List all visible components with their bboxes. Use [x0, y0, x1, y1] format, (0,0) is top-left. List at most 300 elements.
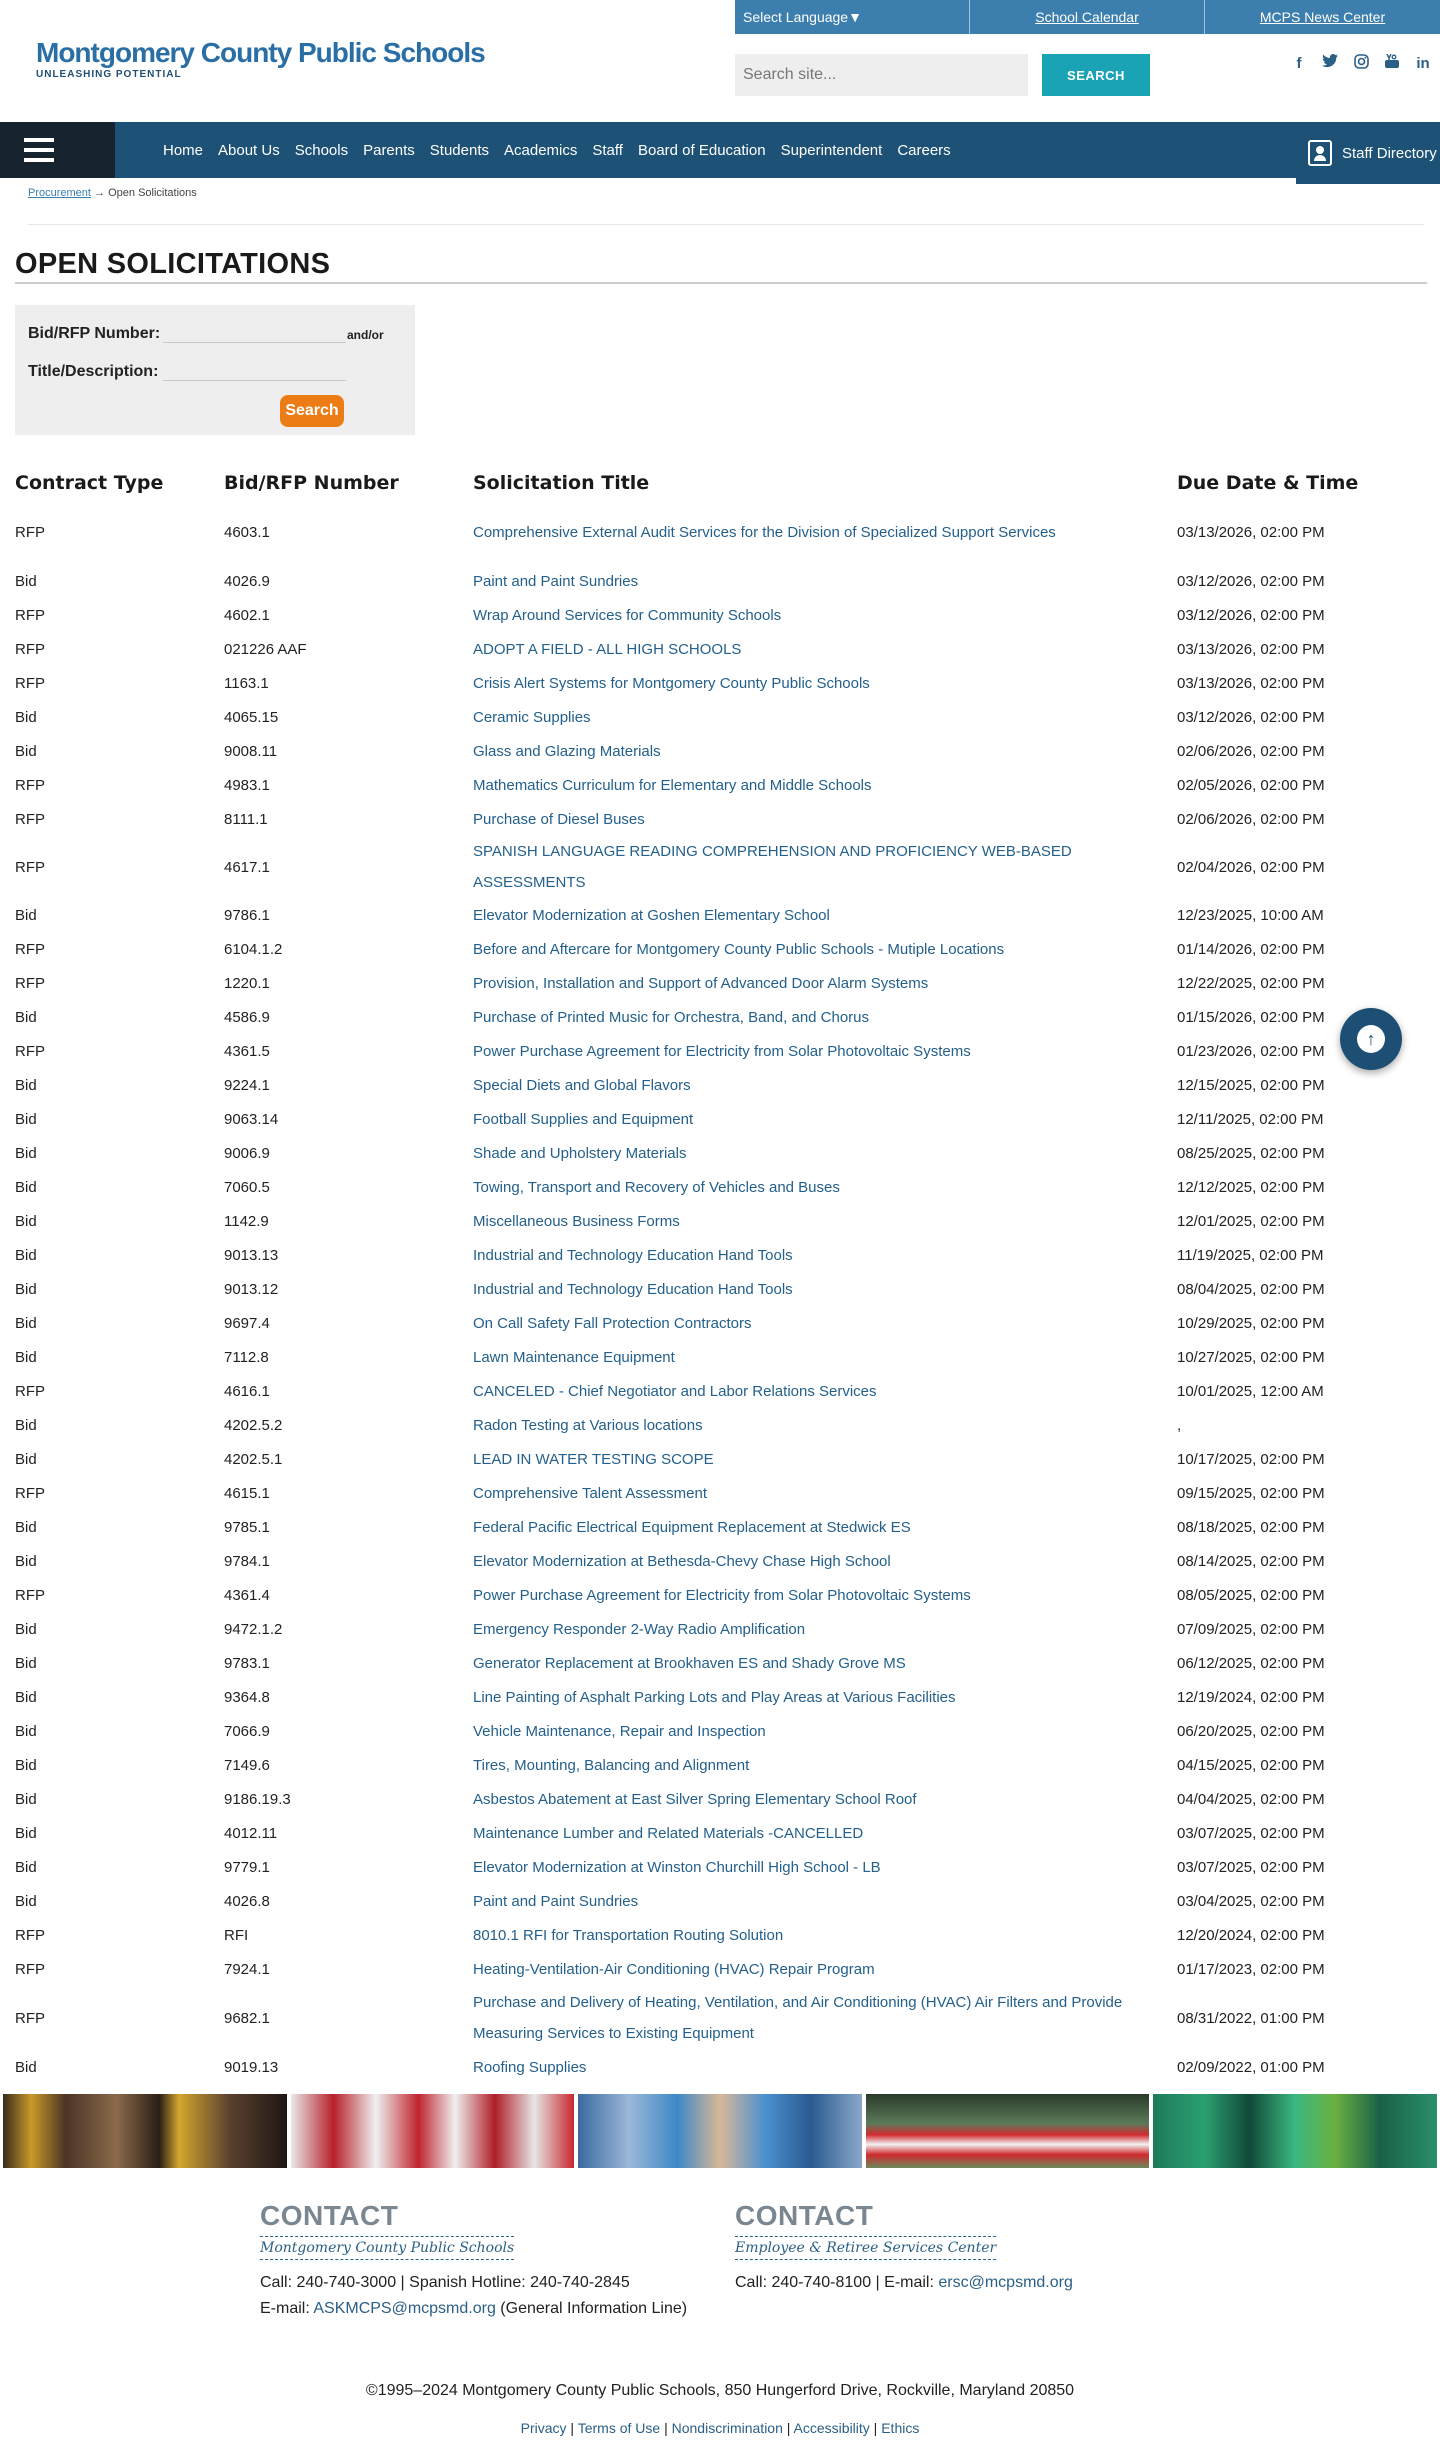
contract-type-cell: Bid — [15, 1756, 37, 1774]
andor-label: and/or — [347, 328, 384, 342]
youtube-icon[interactable] — [1383, 54, 1401, 74]
bid-number-label: Bid/RFP Number: — [28, 325, 161, 342]
utility-bar — [735, 0, 1440, 34]
bid-number-cell: 9682.1 — [224, 2009, 270, 2027]
due-date-cell: 03/04/2025, 02:00 PM — [1177, 1892, 1325, 1910]
due-date-cell: 03/13/2026, 02:00 PM — [1177, 674, 1325, 692]
bid-number-cell: 9186.19.3 — [224, 1790, 291, 1808]
contract-type-cell: RFP — [15, 606, 45, 624]
bid-number-cell: 4026.9 — [224, 572, 270, 590]
solicitation-title-link[interactable]: Comprehensive External Audit Services for the Division of Specialized Support Services — [473, 523, 1056, 541]
site-header — [0, 0, 1440, 122]
contract-type-cell: Bid — [15, 1790, 37, 1808]
contract-type-cell: RFP — [15, 858, 45, 876]
table-row — [15, 1000, 1427, 1034]
table-row — [15, 1782, 1427, 1816]
table-row — [15, 1918, 1427, 1952]
table-row — [15, 1714, 1427, 1748]
solicitation-title-link[interactable]: Purchase of Printed Music for Orchestra, Band, and Chorus — [473, 1008, 870, 1026]
due-date-cell: 04/04/2025, 02:00 PM — [1177, 1790, 1325, 1808]
bid-number-cell: 7066.9 — [224, 1722, 270, 1740]
contract-type-cell: RFP — [15, 974, 45, 992]
bid-number-input[interactable] — [163, 317, 346, 343]
bid-number-cell: 1220.1 — [224, 974, 270, 992]
due-date-cell: 03/13/2026, 02:00 PM — [1177, 640, 1325, 658]
copyright: ©1995–2024 Montgomery County Public Schools, 850 Hungerford Drive, Rockville, Maryland 20850 — [365, 2382, 1075, 2399]
solicitations-table — [15, 466, 1427, 2084]
solicitation-title-link[interactable]: Elevator Modernization at Bethesda-Chevy Chase High School — [473, 1552, 891, 1570]
school-calendar-link[interactable]: School Calendar — [970, 0, 1205, 34]
table-row — [15, 932, 1427, 966]
due-date-cell: 02/05/2026, 02:00 PM — [1177, 776, 1325, 794]
contract-type-cell: Bid — [15, 906, 37, 924]
arrow-up-icon: ↑ — [1357, 1025, 1385, 1053]
due-date-cell: 01/14/2026, 02:00 PM — [1177, 940, 1325, 958]
breadcrumb-current: Open Solicitations — [108, 187, 197, 199]
nav-links — [163, 122, 966, 178]
table-row — [15, 1374, 1427, 1408]
solicitation-title-link[interactable]: Ceramic Supplies — [473, 708, 591, 726]
due-date-cell: 08/18/2025, 02:00 PM — [1177, 1518, 1325, 1536]
solicitation-title-link[interactable]: Football Supplies and Equipment — [473, 1110, 694, 1128]
staff-directory-icon — [1308, 140, 1332, 166]
table-row — [15, 1340, 1427, 1374]
photo-strip — [3, 2094, 1437, 2168]
due-date-cell: 10/01/2025, 12:00 AM — [1177, 1382, 1324, 1400]
filter-search-button[interactable]: Search — [280, 395, 344, 427]
contract-type-cell: Bid — [15, 1654, 37, 1672]
header-bid-number: Bid/RFP Number — [224, 472, 399, 494]
due-date-cell: 01/15/2026, 02:00 PM — [1177, 1008, 1325, 1026]
logo-tagline: UNLEASHING POTENTIAL — [36, 69, 182, 80]
twitter-icon[interactable] — [1321, 54, 1339, 74]
email-suffix: (General Information Line) — [495, 2300, 688, 2317]
table-row — [15, 1170, 1427, 1204]
due-date-cell: 03/07/2025, 02:00 PM — [1177, 1858, 1325, 1876]
footer-link-separator: | — [869, 2420, 882, 2436]
contract-type-cell: Bid — [15, 1722, 37, 1740]
contract-type-cell: Bid — [15, 1280, 37, 1298]
table-row — [15, 1986, 1427, 2050]
due-date-cell: 02/04/2026, 02:00 PM — [1177, 858, 1325, 876]
bid-number-cell: 9783.1 — [224, 1654, 270, 1672]
solicitation-title-link[interactable]: Generator Replacement at Brookhaven ES and Shady Grove MS — [473, 1654, 906, 1672]
contract-type-cell: RFP — [15, 776, 45, 794]
due-date-cell: 12/19/2024, 02:00 PM — [1177, 1688, 1325, 1706]
nav-link-home[interactable]: Home — [163, 141, 204, 159]
bid-number-cell: 9013.13 — [224, 1246, 279, 1264]
bid-number-cell: 4616.1 — [224, 1382, 270, 1400]
footer-link-separator: | — [660, 2420, 672, 2436]
due-date-cell: 03/12/2026, 02:00 PM — [1177, 572, 1325, 590]
due-date-cell: 03/12/2026, 02:00 PM — [1177, 606, 1325, 624]
table-body — [15, 500, 1427, 2084]
solicitation-title-link[interactable]: Glass and Glazing Materials — [473, 742, 661, 760]
footer-link-accessibility[interactable]: Accessibility — [793, 2420, 870, 2436]
menu-toggle[interactable] — [0, 122, 115, 178]
solicitation-title-link[interactable]: Towing, Transport and Recovery of Vehicles and Buses — [473, 1178, 840, 1196]
bid-number-cell: 4617.1 — [224, 858, 270, 876]
footer-link-ethics[interactable]: Ethics — [881, 2420, 920, 2436]
table-row — [15, 1238, 1427, 1272]
breadcrumb-divider — [28, 224, 1424, 225]
bid-number-cell: 9063.14 — [224, 1110, 279, 1128]
staff-directory-label: Staff Directory — [1342, 144, 1437, 162]
contact-subtitle: Montgomery County Public Schools — [260, 2236, 514, 2260]
due-date-cell: 12/11/2025, 02:00 PM — [1177, 1110, 1324, 1128]
table-row — [15, 802, 1427, 836]
due-date-cell: 06/20/2025, 02:00 PM — [1177, 1722, 1325, 1740]
contract-type-cell: Bid — [15, 1892, 37, 1910]
contract-type-cell: Bid — [15, 1144, 37, 1162]
title-description-label: Title/Description: — [28, 363, 159, 380]
solicitation-title-link[interactable]: Power Purchase Agreement for Electricity from Solar Photovoltaic Systems — [473, 1042, 971, 1060]
due-date-cell: 09/15/2025, 02:00 PM — [1177, 1484, 1325, 1502]
solicitation-title-link[interactable]: Wrap Around Services for Community Schools — [473, 606, 782, 624]
due-date-cell: 04/15/2025, 02:00 PM — [1177, 1756, 1325, 1774]
bid-number-cell: 4012.11 — [224, 1824, 278, 1842]
table-row — [15, 1476, 1427, 1510]
students-photo — [3, 2094, 287, 2168]
bid-number-cell: 021226 AAF — [224, 640, 307, 658]
contract-type-cell: Bid — [15, 708, 37, 726]
language-select[interactable]: Select Language▼ — [735, 0, 970, 34]
contract-type-cell: RFP — [15, 1382, 45, 1400]
contract-type-cell: RFP — [15, 2009, 45, 2027]
solicitation-title-link[interactable]: Asbestos Abatement at East Silver Spring Elementary School Roof — [473, 1790, 917, 1808]
solicitation-title-link[interactable]: Elevator Modernization at Goshen Elementary School — [473, 906, 830, 924]
contract-type-cell: RFP — [15, 1960, 45, 1978]
nav-link-superintendent[interactable]: Superintendent — [780, 141, 883, 159]
table-row — [15, 1408, 1427, 1442]
table-row — [15, 2050, 1427, 2084]
contract-type-cell: RFP — [15, 810, 45, 828]
table-row — [15, 1510, 1427, 1544]
contract-type-cell: RFP — [15, 523, 45, 541]
page-title: OPEN SOLICITATIONS — [15, 248, 331, 280]
solicitation-title-link[interactable]: LEAD IN WATER TESTING SCOPE — [473, 1450, 714, 1468]
contract-type-cell: Bid — [15, 1008, 37, 1026]
bid-number-cell: 9224.1 — [224, 1076, 270, 1094]
contract-type-cell: Bid — [15, 1314, 37, 1332]
solicitation-title-link[interactable]: Comprehensive Talent Assessment — [473, 1484, 708, 1502]
title-description-input[interactable] — [163, 355, 346, 381]
contact-email-line — [260, 2296, 687, 2322]
due-date-cell: 12/12/2025, 02:00 PM — [1177, 1178, 1325, 1196]
fans-photo — [1153, 2094, 1437, 2168]
due-date-cell: 01/23/2026, 02:00 PM — [1177, 1042, 1325, 1060]
due-date-cell: 08/31/2022, 01:00 PM — [1177, 2009, 1325, 2027]
due-date-cell: 08/05/2025, 02:00 PM — [1177, 1586, 1325, 1604]
table-row — [15, 1952, 1427, 1986]
solicitation-title-link[interactable]: SPANISH LANGUAGE READING COMPREHENSION AND PROFICIENCY WEB-BASED ASSESSMENTS — [473, 843, 1072, 891]
contract-type-cell: RFP — [15, 940, 45, 958]
breadcrumb-separator: → — [94, 187, 106, 199]
contract-type-cell: Bid — [15, 1246, 37, 1264]
marching-band-photo — [291, 2094, 575, 2168]
table-row — [15, 1102, 1427, 1136]
contract-type-cell: Bid — [15, 742, 37, 760]
bid-number-cell: 4602.1 — [224, 606, 270, 624]
table-row — [15, 1034, 1427, 1068]
site-search-input[interactable]: Search site... — [735, 54, 1028, 96]
contract-type-cell: Bid — [15, 1178, 37, 1196]
nav-link-about-us[interactable]: About Us — [218, 141, 280, 159]
table-row — [15, 666, 1427, 700]
solicitation-title-link[interactable]: Power Purchase Agreement for Electricity from Solar Photovoltaic Systems — [473, 1586, 971, 1604]
bid-number-cell: 9785.1 — [224, 1518, 270, 1536]
bid-number-cell: 8111.1 — [224, 810, 268, 828]
table-row — [15, 1204, 1427, 1238]
bid-number-cell: 1142.9 — [224, 1212, 269, 1230]
contract-type-cell: Bid — [15, 2058, 37, 2076]
solicitation-title-link[interactable]: Shade and Upholstery Materials — [473, 1144, 687, 1162]
contract-type-cell: Bid — [15, 1620, 37, 1638]
footer-link-separator: | — [782, 2420, 794, 2436]
bid-number-cell: 4603.1 — [224, 523, 270, 541]
nav-link-staff[interactable]: Staff — [592, 141, 623, 159]
contract-type-cell: RFP — [15, 1484, 45, 1502]
table-row — [15, 1646, 1427, 1680]
nav-link-students[interactable]: Students — [429, 141, 490, 159]
solicitation-title-link[interactable]: Maintenance Lumber and Related Materials -CANCELLED — [473, 1824, 864, 1842]
table-row — [15, 1578, 1427, 1612]
table-row — [15, 632, 1427, 666]
solicitation-title-link[interactable]: Before and Aftercare for Montgomery County Public Schools - Mutiple Locations — [473, 940, 1005, 958]
solicitation-title-link[interactable]: 8010.1 RFI for Transportation Routing Solution — [473, 1926, 784, 1944]
athlete-photo — [866, 2094, 1150, 2168]
due-date-cell: 02/06/2026, 02:00 PM — [1177, 742, 1325, 760]
contract-type-cell: RFP — [15, 640, 45, 658]
contact-subtitle: Employee & Retiree Services Center — [735, 2236, 996, 2260]
staff-directory-button[interactable] — [1296, 122, 1440, 184]
table-row — [15, 898, 1427, 932]
bid-number-cell: 7149.6 — [224, 1756, 270, 1774]
breadcrumb-procurement-link[interactable]: Procurement — [28, 187, 91, 199]
due-date-cell: 01/17/2023, 02:00 PM — [1177, 1960, 1325, 1978]
table-row — [15, 1544, 1427, 1578]
table-row — [15, 598, 1427, 632]
email-prefix: E-mail: — [260, 2300, 314, 2317]
bid-number-cell: 9779.1 — [224, 1858, 270, 1876]
solicitation-title-link[interactable]: Tires, Mounting, Balancing and Alignment — [473, 1756, 750, 1774]
due-date-cell: 10/29/2025, 02:00 PM — [1177, 1314, 1325, 1332]
nav-link-board-of-education[interactable]: Board of Education — [637, 141, 766, 159]
contact-mcps — [260, 2200, 687, 2322]
bid-number-cell: 4361.5 — [224, 1042, 270, 1060]
solicitation-title-link[interactable]: Industrial and Technology Education Hand Tools — [473, 1280, 793, 1298]
solicitation-title-link[interactable]: On Call Safety Fall Protection Contractors — [473, 1314, 752, 1332]
table-row — [15, 1442, 1427, 1476]
contact-phone-email — [735, 2270, 1073, 2296]
title-divider — [15, 282, 1427, 284]
bid-number-cell: 6104.1.2 — [224, 940, 283, 958]
bid-number-cell: 7924.1 — [224, 1960, 270, 1978]
bid-number-cell: 9472.1.2 — [224, 1620, 283, 1638]
table-row — [15, 1272, 1427, 1306]
bid-number-cell: 1163.1 — [224, 674, 269, 692]
bid-number-cell: 9697.4 — [224, 1314, 270, 1332]
contact-phone: Call: 240-740-3000 | Spanish Hotline: 240-740-2845 — [260, 2274, 630, 2291]
solicitation-title-link[interactable]: Line Painting of Asphalt Parking Lots and Play Areas at Various Facilities — [473, 1688, 956, 1706]
contract-type-cell: Bid — [15, 1858, 37, 1876]
due-date-cell: 06/12/2025, 02:00 PM — [1177, 1654, 1325, 1672]
header-solicitation-title: Solicitation Title — [473, 472, 650, 494]
bid-number-cell: 9013.12 — [224, 1280, 279, 1298]
bid-number-cell: 9006.9 — [224, 1144, 270, 1162]
due-date-cell: 12/22/2025, 02:00 PM — [1177, 974, 1325, 992]
contract-type-cell: Bid — [15, 1450, 37, 1468]
due-date-cell: , — [1177, 1416, 1182, 1434]
due-date-cell: 11/19/2025, 02:00 PM — [1177, 1246, 1324, 1264]
bid-number-cell: 9786.1 — [224, 906, 270, 924]
table-row — [15, 966, 1427, 1000]
table-row — [15, 564, 1427, 598]
table-row — [15, 700, 1427, 734]
contact-phone: Call: 240-740-8100 | E-mail: — [735, 2274, 939, 2291]
due-date-cell: 12/01/2025, 02:00 PM — [1177, 1212, 1325, 1230]
bid-number-cell: 9008.11 — [224, 742, 278, 760]
nav-link-careers[interactable]: Careers — [897, 141, 951, 159]
contact-ersc — [735, 2200, 1073, 2296]
contract-type-cell: Bid — [15, 1416, 37, 1434]
bid-number-cell: 4026.8 — [224, 1892, 270, 1910]
solicitation-title-link[interactable]: Federal Pacific Electrical Equipment Replacement at Stedwick ES — [473, 1518, 911, 1536]
due-date-cell: 12/23/2025, 10:00 AM — [1177, 906, 1324, 924]
main-nav — [0, 122, 1440, 178]
contact-heading: CONTACT — [260, 2200, 399, 2231]
footer-link-nondiscrimination[interactable]: Nondiscrimination — [671, 2420, 783, 2436]
solicitation-title-link[interactable]: Special Diets and Global Flavors — [473, 1076, 691, 1094]
contract-type-cell: Bid — [15, 572, 37, 590]
solicitation-title-link[interactable]: Heating-Ventilation-Air Conditioning (HVAC) Repair Program — [473, 1960, 875, 1978]
bid-number-cell: 9784.1 — [224, 1552, 270, 1570]
mcps-logo[interactable] — [34, 28, 485, 90]
solicitation-filter — [15, 305, 415, 435]
table-row — [15, 1136, 1427, 1170]
solicitation-title-link[interactable]: Crisis Alert Systems for Montgomery County Public Schools — [473, 674, 870, 692]
table-header — [15, 466, 1427, 500]
due-date-cell: 08/14/2025, 02:00 PM — [1177, 1552, 1325, 1570]
footer-links — [0, 2420, 1440, 2436]
table-row — [15, 1816, 1427, 1850]
bid-number-cell: 9364.8 — [224, 1688, 270, 1706]
solicitation-title-link[interactable]: Emergency Responder 2-Way Radio Amplification — [473, 1620, 806, 1638]
due-date-cell: 08/04/2025, 02:00 PM — [1177, 1280, 1325, 1298]
bid-number-cell: 4065.15 — [224, 708, 279, 726]
social-links — [1290, 54, 1432, 76]
contract-type-cell: Bid — [15, 1348, 37, 1366]
contract-type-cell: Bid — [15, 1518, 37, 1536]
instagram-icon[interactable] — [1352, 54, 1370, 74]
bid-number-cell: 7060.5 — [224, 1178, 270, 1196]
solicitation-title-link[interactable]: Lawn Maintenance Equipment — [473, 1348, 675, 1366]
footer-link-separator: | — [566, 2420, 578, 2436]
contact-heading: CONTACT — [735, 2200, 874, 2231]
header-due-date: Due Date & Time — [1177, 472, 1359, 494]
bid-number-cell: 9019.13 — [224, 2058, 279, 2076]
table-row — [15, 1680, 1427, 1714]
linkedin-icon[interactable]: in — [1416, 55, 1430, 72]
news-center-link[interactable]: MCPS News Center — [1259, 9, 1386, 25]
due-date-cell: 03/13/2026, 02:00 PM — [1177, 523, 1325, 541]
solicitation-title-link[interactable]: ADOPT A FIELD - ALL HIGH SCHOOLS — [473, 640, 742, 658]
due-date-cell: 07/09/2025, 02:00 PM — [1177, 1620, 1325, 1638]
footer-link-privacy[interactable]: Privacy — [520, 2420, 567, 2436]
contract-type-cell: RFP — [15, 1926, 45, 1944]
bid-number-cell: 4983.1 — [224, 776, 270, 794]
solicitation-title-link[interactable]: Paint and Paint Sundries — [473, 1892, 639, 1910]
solicitation-title-link[interactable]: Miscellaneous Business Forms — [473, 1212, 680, 1230]
due-date-cell: 08/25/2025, 02:00 PM — [1177, 1144, 1325, 1162]
due-date-cell: 12/20/2024, 02:00 PM — [1177, 1926, 1325, 1944]
bid-number-cell: 4202.5.2 — [224, 1416, 283, 1434]
solicitation-title-link[interactable]: CANCELED - Chief Negotiator and Labor Relations Services — [473, 1382, 877, 1400]
bid-number-cell: 4615.1 — [224, 1484, 270, 1502]
solicitation-title-link[interactable]: Elevator Modernization at Winston Churchill High School - LB — [473, 1858, 881, 1876]
due-date-cell: 03/07/2025, 02:00 PM — [1177, 1824, 1325, 1842]
table-row — [15, 1306, 1427, 1340]
contract-type-cell: Bid — [15, 1824, 37, 1842]
bid-number-cell: 4361.4 — [224, 1586, 270, 1604]
nav-link-parents[interactable]: Parents — [363, 141, 415, 159]
solicitation-title-link[interactable]: Radon Testing at Various locations — [473, 1416, 703, 1434]
contract-type-cell: Bid — [15, 1552, 37, 1570]
solicitation-title-link[interactable]: Vehicle Maintenance, Repair and Inspection — [473, 1722, 766, 1740]
table-row — [15, 768, 1427, 802]
due-date-cell: 02/06/2026, 02:00 PM — [1177, 810, 1325, 828]
nav-link-schools[interactable]: Schools — [294, 141, 349, 159]
bid-number-cell: RFI — [224, 1926, 249, 1944]
due-date-cell: 03/12/2026, 02:00 PM — [1177, 708, 1325, 726]
footer-link-terms-of-use[interactable]: Terms of Use — [577, 2420, 661, 2436]
solicitation-title-link[interactable]: Industrial and Technology Education Hand Tools — [473, 1246, 793, 1264]
askmcps-email-link[interactable]: ASKMCPS@mcpsmd.org — [313, 2300, 496, 2317]
due-date-cell: 02/09/2022, 01:00 PM — [1177, 2058, 1325, 2076]
contract-type-cell: RFP — [15, 674, 45, 692]
contract-type-cell: Bid — [15, 1076, 37, 1094]
children-photo — [578, 2094, 862, 2168]
contract-type-cell: Bid — [15, 1212, 37, 1230]
nav-link-academics[interactable]: Academics — [504, 141, 578, 159]
site-search-button[interactable]: SEARCH — [1042, 54, 1150, 96]
ersc-email-link[interactable]: ersc@mcpsmd.org — [938, 2274, 1073, 2291]
bid-number-cell: 7112.8 — [224, 1348, 269, 1366]
header-contract-type: Contract Type — [15, 472, 164, 494]
table-row — [15, 500, 1427, 564]
solicitation-title-link[interactable]: Purchase and Delivery of Heating, Ventilation, and Air Conditioning (HVAC) Air Filters and Provide Measuring Services to Existing Equipment — [473, 1994, 1123, 2042]
table-row — [15, 1612, 1427, 1646]
table-row — [15, 1748, 1427, 1782]
solicitation-title-link[interactable]: Paint and Paint Sundries — [473, 572, 639, 590]
solicitation-title-link[interactable]: Provision, Installation and Support of Advanced Door Alarm Systems — [473, 974, 929, 992]
table-row — [15, 1884, 1427, 1918]
solicitation-title-link[interactable]: Roofing Supplies — [473, 2058, 587, 2076]
solicitation-title-link[interactable]: Mathematics Curriculum for Elementary and Middle Schools — [473, 776, 872, 794]
table-row — [15, 836, 1427, 898]
contract-type-cell: Bid — [15, 1688, 37, 1706]
bid-number-cell: 4202.5.1 — [224, 1450, 283, 1468]
solicitation-title-link[interactable]: Purchase of Diesel Buses — [473, 810, 645, 828]
table-row — [15, 1850, 1427, 1884]
table-row — [15, 734, 1427, 768]
bid-number-cell: 4586.9 — [224, 1008, 270, 1026]
back-to-top-button[interactable] — [1340, 1008, 1402, 1070]
hamburger-icon — [24, 138, 54, 162]
facebook-icon[interactable]: f — [1296, 55, 1302, 72]
table-row — [15, 1068, 1427, 1102]
logo-name: Montgomery County Public Schools — [36, 37, 485, 68]
